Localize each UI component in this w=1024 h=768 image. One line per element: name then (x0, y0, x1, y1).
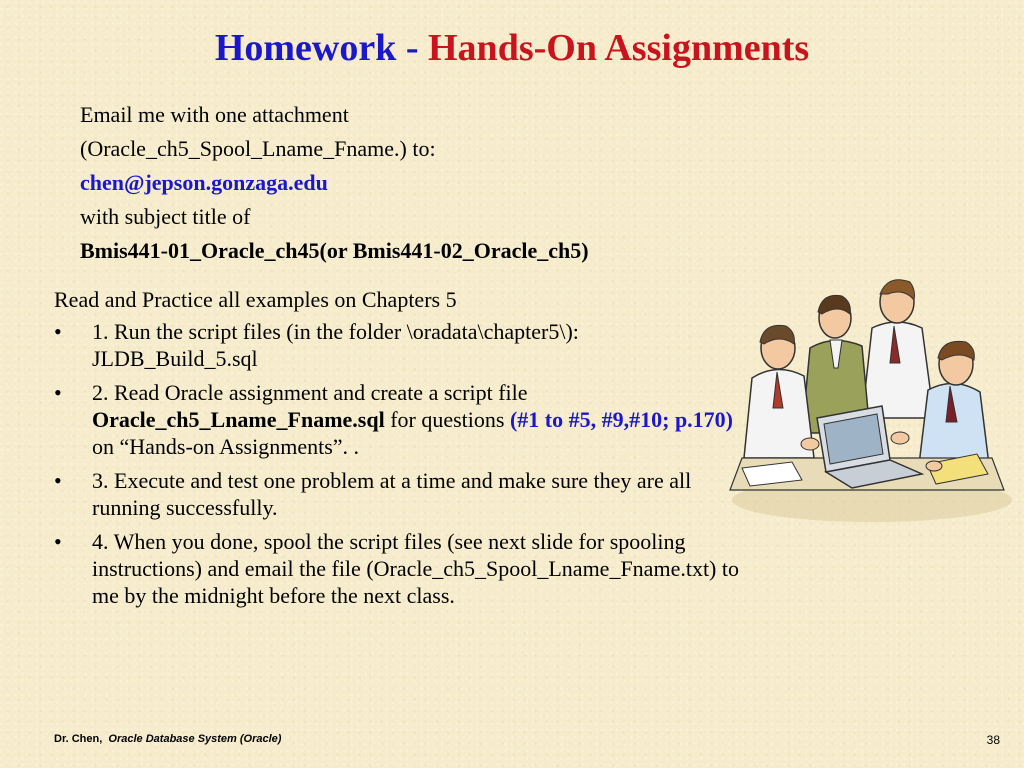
bullet-item-4 (54, 528, 744, 609)
bullet-marker: • (54, 468, 62, 493)
script-filename: Oracle_ch5_Lname_Fname.sql (92, 407, 385, 432)
footer-author: Dr. Chen, (54, 733, 103, 745)
slide-number: 38 (986, 733, 1000, 747)
email-address-link[interactable]: chen@jepson.gonzaga.edu (80, 170, 328, 195)
footer-credit (54, 733, 281, 745)
bullet-text: 3. Execute and test one problem at a time and make sure they are all running successfully. (92, 468, 692, 520)
bullet-item-3 (54, 467, 744, 521)
question-range: (#1 to #5, #9,#10; p.170) (509, 407, 734, 432)
email-line-1: Email me with one attachment (80, 102, 349, 127)
bullet-item-1 (54, 318, 744, 372)
bullet-marker: • (54, 529, 62, 554)
bullet-text: 4. When you done, spool the script files (see next slide for spooling instructions) and email the file (Oracle_ch5_Spool_Lname_Fname.txt) to me by the midnight before the next class. (92, 529, 739, 608)
bullet-text: 2. Read Oracle assignment and create a script file (92, 380, 528, 405)
bullet-item-2 (54, 379, 744, 460)
intro-line: Read and Practice all examples on Chapters 5 (54, 287, 457, 312)
title-separator: - (396, 27, 428, 69)
bullet-text: for questions (384, 407, 510, 432)
email-line-2: (Oracle_ch5_Spool_Lname_Fname.) to: (80, 136, 436, 161)
team-working-at-laptop-clipart (722, 268, 1012, 530)
email-subject: Bmis441-01_Oracle_ch45(or Bmis441-02_Oracle_ch5) (80, 238, 589, 263)
email-line-4: with subject title of (80, 204, 251, 229)
bullet-text: on “Hands-on Assignments”. . (92, 434, 360, 459)
bullet-marker: • (54, 380, 62, 405)
footer-course: Oracle Database System (Oracle) (108, 733, 282, 745)
slide-title (0, 28, 1024, 70)
title-hands-on: Hands-On Assignments (428, 27, 810, 69)
bullet-marker: • (54, 319, 62, 344)
bullet-text: 1. Run the script files (in the folder \oradata\chapter5\): JLDB_Build_5.sql (92, 319, 579, 371)
assignment-bullet-list (54, 318, 744, 616)
email-instructions (80, 98, 589, 268)
title-homework: Homework (214, 27, 397, 69)
